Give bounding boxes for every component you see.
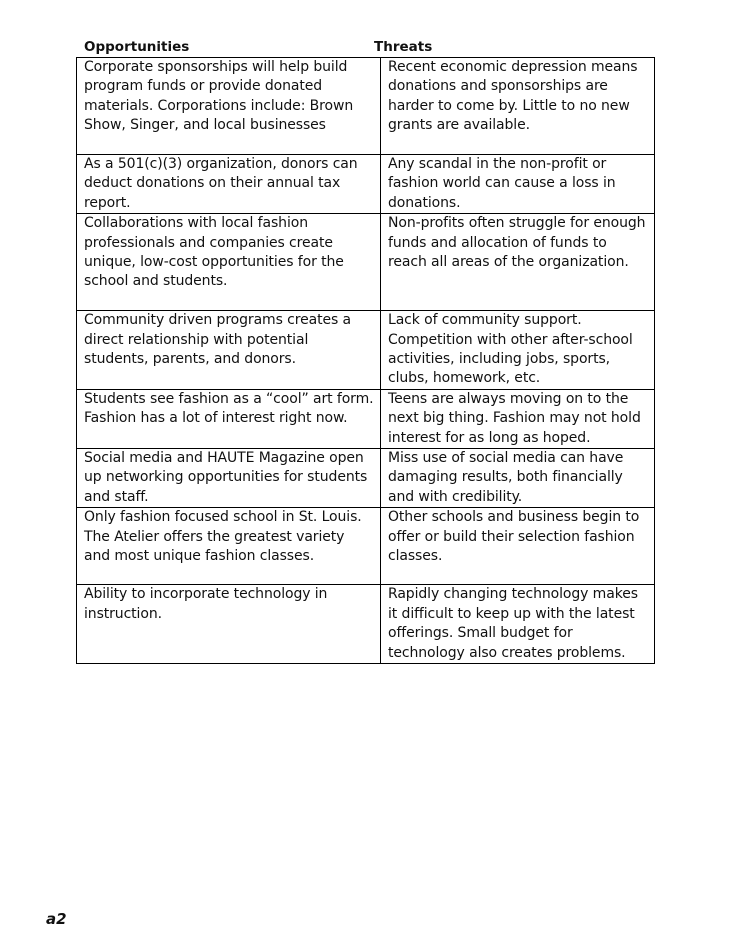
table-row xyxy=(77,58,655,155)
table-row xyxy=(77,311,655,390)
table-headers xyxy=(84,39,664,57)
opportunities-header: Opportunities xyxy=(84,39,190,55)
table-row xyxy=(77,155,655,214)
opportunity-cell: Community driven programs creates a direct relationship with potential students, parents, and donors. xyxy=(77,311,381,390)
threat-cell: Rapidly changing technology makes it difficult to keep up with the latest offerings. Small budget for technology also creates problems. xyxy=(381,585,655,664)
page-number: a2 xyxy=(46,910,67,928)
threat-cell: Any scandal in the non-profit or fashion world can cause a loss in donations. xyxy=(381,155,655,214)
threat-cell: Teens are always moving on to the next big thing. Fashion may not hold interest for as long as hoped. xyxy=(381,389,655,448)
table-row xyxy=(77,389,655,448)
table-row xyxy=(77,214,655,311)
threat-cell: Miss use of social media can have damaging results, both financially and with credibility. xyxy=(381,449,655,508)
opportunity-cell: Students see fashion as a “cool” art form. Fashion has a lot of interest right now. xyxy=(77,389,381,448)
opportunity-cell: Corporate sponsorships will help build program funds or provide donated materials. Corporations include: Brown Show, Singer, and local businesses xyxy=(77,58,381,155)
opportunity-cell: Social media and HAUTE Magazine open up networking opportunities for students and staff. xyxy=(77,449,381,508)
threat-cell: Lack of community support. Competition with other after-school activities, including jobs, sports, clubs, homework, etc. xyxy=(381,311,655,390)
opportunity-cell: Ability to incorporate technology in instruction. xyxy=(77,585,381,664)
table-row xyxy=(77,449,655,508)
threats-header: Threats xyxy=(374,39,433,55)
threat-cell: Non-profits often struggle for enough funds and allocation of funds to reach all areas of the organization. xyxy=(381,214,655,311)
opportunity-cell: Collaborations with local fashion professionals and companies create unique, low-cost opportunities for the school and students. xyxy=(77,214,381,311)
table-row xyxy=(77,508,655,585)
opportunity-cell: As a 501(c)(3) organization, donors can deduct donations on their annual tax report. xyxy=(77,155,381,214)
threat-cell: Other schools and business begin to offer or build their selection fashion classes. xyxy=(381,508,655,585)
swot-table xyxy=(76,57,655,664)
opportunity-cell: Only fashion focused school in St. Louis. The Atelier offers the greatest variety and most unique fashion classes. xyxy=(77,508,381,585)
threat-cell: Recent economic depression means donations and sponsorships are harder to come by. Little to no new grants are available. xyxy=(381,58,655,155)
table-row xyxy=(77,585,655,664)
